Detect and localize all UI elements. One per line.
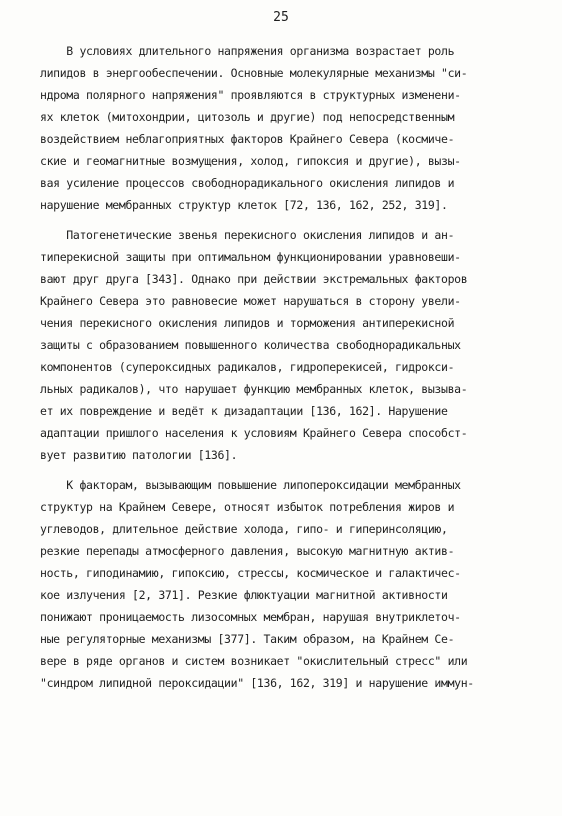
text-line: кое излучения [2, 371]. Резкие флюктуации магнитной активности xyxy=(40,588,448,602)
text-line: нарушение мембранных структур клеток [72, 136, 162, 252, 319]. xyxy=(40,198,448,212)
text-line: ность, гиподинамию, гипоксию, стрессы, космическое и галактичес- xyxy=(40,566,461,580)
text-line: ные регуляторные механизмы [377]. Таким образом, на Крайнем Се- xyxy=(40,632,455,646)
text-line: компонентов (супероксидных радикалов, гидроперекисей, гидрокси- xyxy=(40,360,455,374)
text-line: К факторам, вызывающим повышение липопероксидации мембранных xyxy=(40,478,461,492)
text-line: липидов в энергообеспечении. Основные молекулярные механизмы "си- xyxy=(40,66,468,80)
text-line: ях клеток (митохондрии, цитозоль и другие) под непосредственным xyxy=(40,110,455,124)
text-line: вают друг друга [343]. Однако при действии экстремальных факторов xyxy=(40,272,468,286)
text-line: ндрома полярного напряжения" проявляются в структурных изменени- xyxy=(40,88,461,102)
text-line: адаптации пришлого населения к условиям Крайнего Севера способст- xyxy=(40,426,468,440)
text-line: ские и геомагнитные возмущения, холод, гипоксия и другие), вызы- xyxy=(40,154,461,168)
paragraph-3 xyxy=(40,474,530,694)
text-line: типерекисной защиты при оптимальном функционировании уравновеши- xyxy=(40,250,461,264)
text-line: понижают проницаемость лизосомных мембран, нарушая внутриклеточ- xyxy=(40,610,461,624)
text-line: "синдром липидной пероксидации" [136, 162, 319] и нарушение иммун- xyxy=(40,676,474,690)
text-line: углеводов, длительное действие холода, гипо- и гиперинсоляцию, xyxy=(40,522,448,536)
text-line: льных радикалов), что нарушает функцию мембранных клеток, вызыва- xyxy=(40,382,468,396)
text-line: вере в ряде органов и систем возникает "окислительный стресс" или xyxy=(40,654,468,668)
text-line: резкие перепады атмосферного давления, высокую магнитную актив- xyxy=(40,544,455,558)
text-line: защиты с образованием повышенного количества свободнорадикальных xyxy=(40,338,461,352)
text-line: воздействием неблагоприятных факторов Крайнего Севера (космиче- xyxy=(40,132,455,146)
text-line: В условиях длительного напряжения организма возрастает роль xyxy=(40,44,455,58)
text-line: вует развитию патологии [136]. xyxy=(40,448,238,462)
paragraph-1 xyxy=(40,40,530,216)
text-line: чения перекисного окисления липидов и торможения антиперекисной xyxy=(40,316,455,330)
page-number: 25 xyxy=(273,10,289,25)
text-line: Патогенетические звенья перекисного окисления липидов и ан- xyxy=(40,228,455,242)
body-text xyxy=(40,40,530,694)
text-line: Крайнего Севера это равновесие может нарушаться в сторону увели- xyxy=(40,294,461,308)
text-line: ет их повреждение и ведёт к дизадаптации [136, 162]. Нарушение xyxy=(40,404,448,418)
paragraph-2 xyxy=(40,224,530,466)
text-line: вая усиление процессов свободнорадикального окисления липидов и xyxy=(40,176,455,190)
text-line: структур на Крайнем Севере, относят избыток потребления жиров и xyxy=(40,500,455,514)
